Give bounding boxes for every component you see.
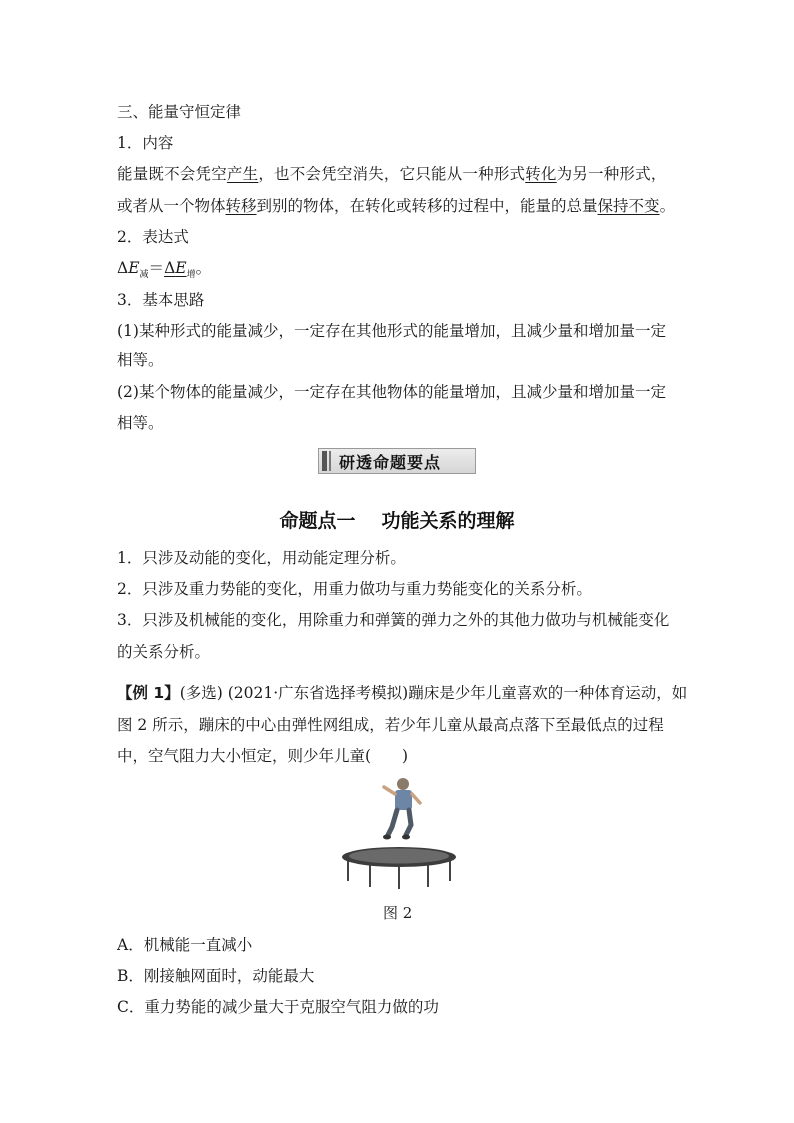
figure-caption: 图 2 <box>383 904 413 922</box>
energy-symbol: E <box>128 259 140 277</box>
option-c: C．重力势能的减少量大于克服空气阻力做的功 <box>117 998 439 1016</box>
underlined-term: 转移 <box>225 197 257 215</box>
equals-sign: ＝ <box>148 259 165 277</box>
text-segment: 能量既不会凭空 <box>117 165 227 183</box>
banner-bar-icon <box>322 451 327 471</box>
text-segment: 或者从一个物体 <box>117 197 226 215</box>
idea1-line2: 相等。 <box>117 351 164 369</box>
text-segment: 到别的物体，在转化或转移的过程中，能量的总量 <box>256 197 598 215</box>
delta-symbol: Δ <box>117 259 129 277</box>
underlined-term: 产生 <box>226 165 259 183</box>
example-kind: (多选) <box>179 684 223 702</box>
item-content-label: 1．内容 <box>117 134 174 152</box>
topic-name: 功能关系的理解 <box>381 510 515 532</box>
example-line-3: 中，空气阻力大小恒定，则少年儿童( ) <box>117 747 409 765</box>
banner-title: 研透命题要点 <box>339 452 442 472</box>
topic-number: 命题点一 <box>279 510 356 532</box>
banner-bar-icon <box>329 451 331 471</box>
idea1-line1: (1)某种形式的能量减少，一定存在其他形式的能量增加，且减少量和增加量一定 <box>117 322 666 340</box>
example-line-2: 图 2 所示，蹦床的中心由弹性网组成，若少年儿童从最高点落下至最低点的过程 <box>117 716 664 734</box>
subscript: 增 <box>186 270 196 280</box>
example-source: (2021·广东省选择考模拟) <box>227 684 409 702</box>
idea2-line2: 相等。 <box>117 414 164 432</box>
topic-title <box>0 506 794 533</box>
example-tag: 【例 1】 <box>117 684 180 702</box>
content-line-2 <box>117 196 675 216</box>
text-segment: 为另一种形式， <box>556 165 667 183</box>
option-a: A．机械能一直减小 <box>117 936 253 954</box>
topic-point-2: 2．只涉及重力势能的变化，用重力做功与重力势能变化的关系分析。 <box>117 580 592 598</box>
energy-symbol: E <box>175 259 187 277</box>
subscript: 减 <box>139 270 149 280</box>
child-image <box>383 778 420 840</box>
text-segment: 蹦床是少年儿童喜欢的一种体育运动，如 <box>408 684 688 702</box>
text-segment: 。 <box>659 197 676 215</box>
underlined-term: 保持不变 <box>597 197 660 215</box>
section-heading: 三、能量守恒定律 <box>117 103 242 121</box>
option-b: B．刚接触网面时，动能最大 <box>117 967 315 985</box>
underlined-term: 转化 <box>525 165 557 183</box>
text-segment: 。 <box>195 259 212 277</box>
item-idea-label: 3．基本思路 <box>117 291 205 309</box>
idea2-line1: (2)某个物体的能量减少，一定存在其他物体的能量增加，且减少量和增加量一定 <box>117 383 666 401</box>
topic-point-3-line2: 的关系分析。 <box>117 643 211 661</box>
section-banner <box>318 448 476 474</box>
text-segment: ，也不会凭空消失，它只能从一种形式 <box>258 165 526 183</box>
trampoline-figure <box>340 775 458 890</box>
content-line-1 <box>117 164 667 184</box>
item-expression-label: 2．表达式 <box>117 228 189 246</box>
trampoline-image <box>342 847 456 889</box>
topic-point-3-line1: 3．只涉及机械能的变化，用除重力和弹簧的弹力之外的其他力做功与机械能变化 <box>117 611 670 629</box>
energy-expression <box>117 258 211 281</box>
topic-point-1: 1．只涉及动能的变化，用动能定理分析。 <box>117 549 406 567</box>
example-line-1 <box>117 683 687 703</box>
delta-symbol: Δ <box>164 259 176 277</box>
